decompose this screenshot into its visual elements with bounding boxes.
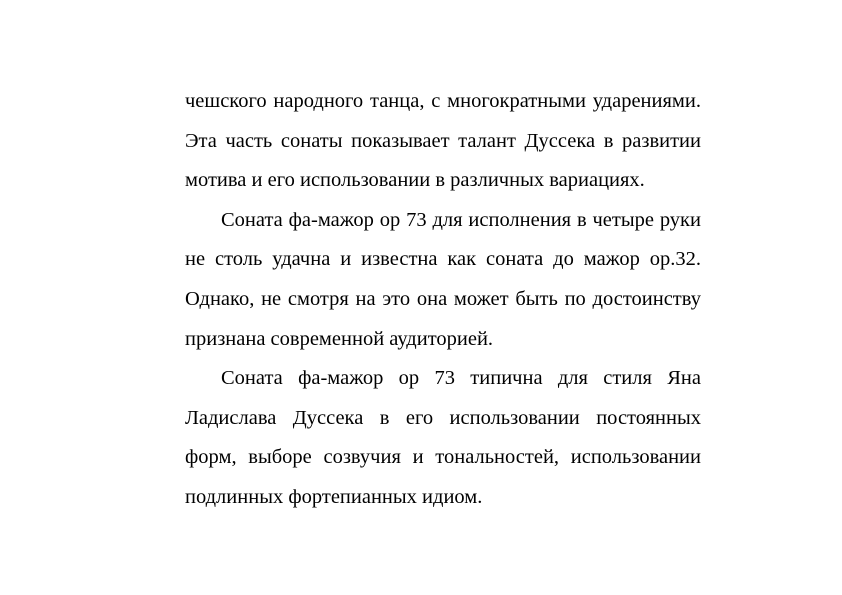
paragraph-continuation: чешского народного танца, с многократными ударениями. Эта часть сонаты показывает талант Дуссека в развитии мотива и его использовании в различных вариациях. [185, 90, 701, 192]
body-text [185, 82, 701, 518]
paragraph-sonata-op73-comparison: Соната фа-мажор ор 73 для исполнения в четыре руки не столь удачна и известна как соната до мажор ор.32. Однако, не смотря на это она может быть по достоинству признана современной аудиторией. [185, 208, 701, 350]
paragraph-sonata-op73-style: Соната фа-мажор ор 73 типична для стиля Яна Ладислава Дуссека в его использовании постоянных форм, выборе созвучия и тональностей, использовании подлинных фортепианных идиом. [185, 367, 701, 508]
